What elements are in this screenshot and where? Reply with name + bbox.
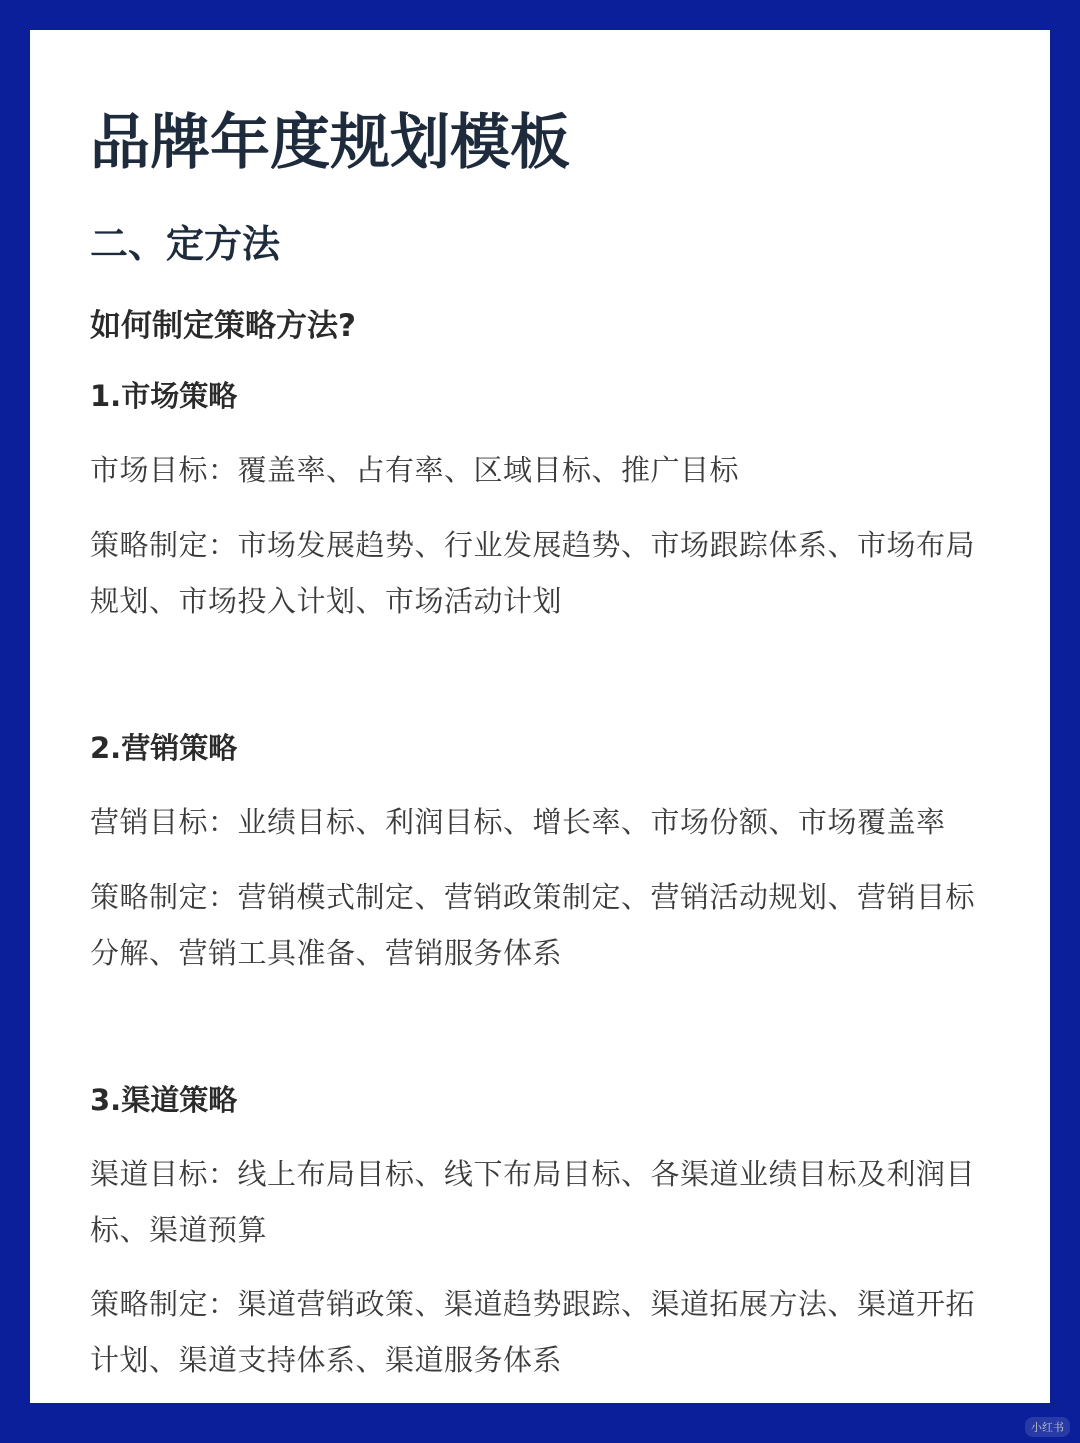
strategy-plan-channel: 策略制定：渠道营销政策、渠道趋势跟踪、渠道拓展方法、渠道开拓计划、渠道支持体系、渠道服务体系 — [90, 1287, 976, 1377]
watermark-logo: 小红书 — [1025, 1417, 1070, 1437]
strategy-goal-channel: 渠道目标：线上布局目标、线下布局目标、各渠道业绩目标及利润目标、渠道预算 — [90, 1157, 976, 1247]
question-heading: 如何制定策略方法? — [90, 308, 356, 344]
section-title: 二、定方法 — [90, 222, 281, 266]
strategy-heading-market: 1.市场策略 — [90, 379, 238, 413]
page-title: 品牌年度规划模板 — [90, 108, 570, 178]
strategy-heading-marketing: 2.营销策略 — [90, 731, 238, 765]
strategy-goal-market: 市场目标：覆盖率、占有率、区域目标、推广目标 — [90, 453, 740, 487]
strategy-goal-marketing: 营销目标：业绩目标、利润目标、增长率、市场份额、市场覆盖率 — [90, 805, 946, 839]
strategy-plan-market: 策略制定：市场发展趋势、行业发展趋势、市场跟踪体系、市场布局规划、市场投入计划、市场活动计划 — [90, 528, 976, 618]
strategy-plan-marketing: 策略制定：营销模式制定、营销政策制定、营销活动规划、营销目标分解、营销工具准备、营销服务体系 — [90, 880, 976, 970]
strategy-heading-channel: 3.渠道策略 — [90, 1083, 238, 1117]
document-card — [30, 30, 1050, 1403]
